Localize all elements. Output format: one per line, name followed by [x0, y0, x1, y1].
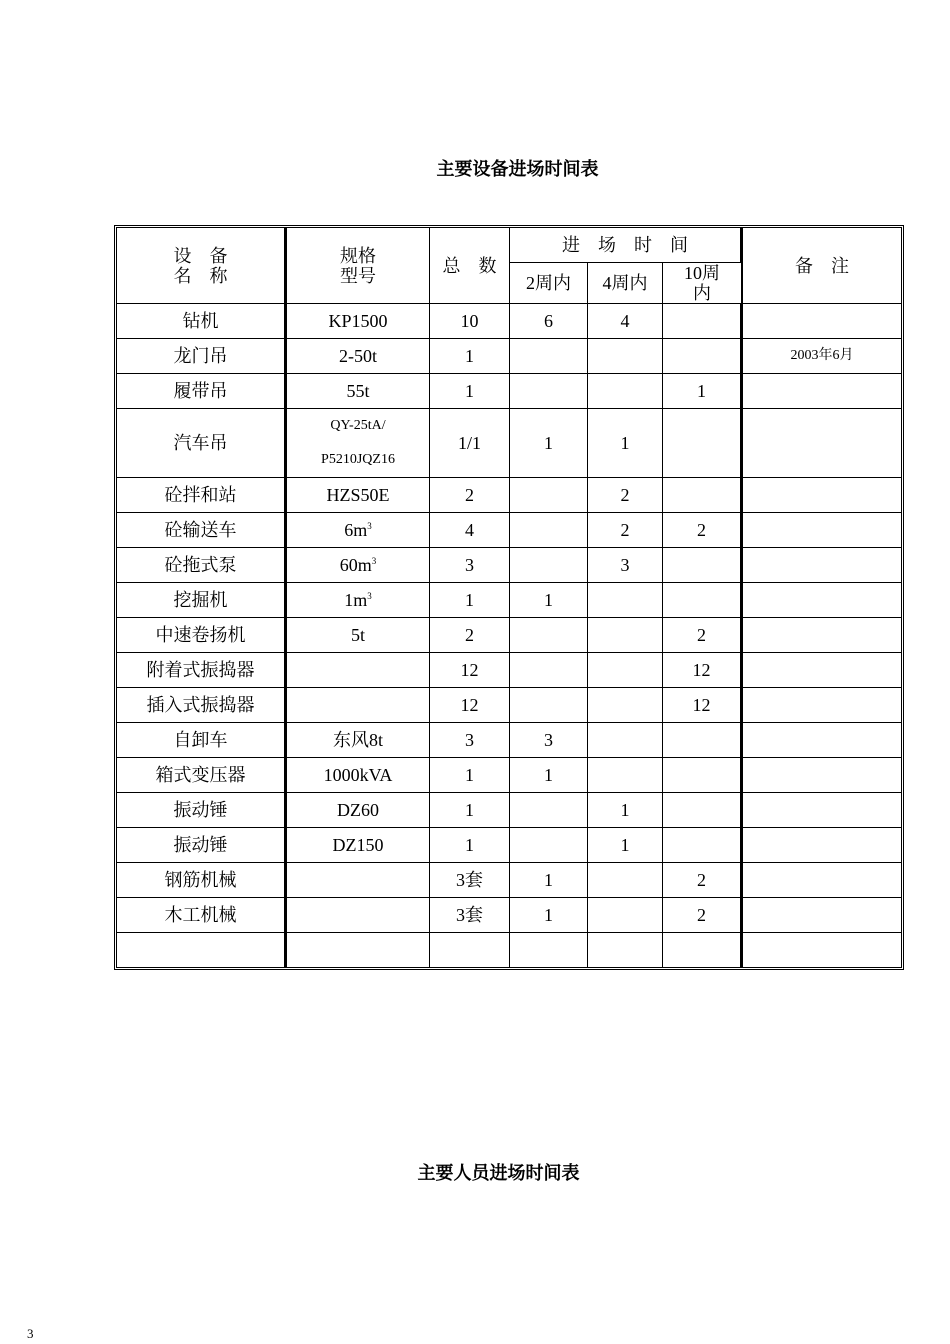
cell-name: 木工机械	[117, 898, 285, 933]
cell-w2	[510, 653, 588, 688]
cell-name: 钢筋机械	[117, 863, 285, 898]
cell-w2	[510, 374, 588, 409]
cell-total: 3	[430, 723, 510, 758]
cell-remark	[741, 618, 901, 653]
cell-name: 振动锤	[117, 793, 285, 828]
table-row	[117, 863, 901, 898]
cell-w10	[663, 339, 741, 374]
cell-spec	[285, 513, 430, 548]
cell-remark	[741, 898, 901, 933]
table-row	[117, 933, 901, 967]
cell-w10: 2	[663, 618, 741, 653]
cell-w4: 3	[588, 548, 663, 583]
cell-name: 汽车吊	[117, 409, 285, 478]
cell-spec	[285, 409, 430, 478]
cell-w2: 3	[510, 723, 588, 758]
cell-w4	[588, 374, 663, 409]
table-row	[117, 339, 901, 374]
table-row	[117, 548, 901, 583]
table-row	[117, 478, 901, 513]
cell-w10	[663, 793, 741, 828]
cell-w4	[588, 933, 663, 967]
cell-name: 龙门吊	[117, 339, 285, 374]
cell-spec	[285, 653, 430, 688]
cell-w2: 1	[510, 583, 588, 618]
cell-spec: HZS50E	[285, 478, 430, 513]
spec-superscript: 3	[367, 591, 372, 601]
header-10-weeks-line2: 内	[693, 283, 711, 303]
page-number: 3	[27, 1326, 34, 1341]
header-10-weeks-line1: 10周	[684, 263, 720, 283]
cell-w10	[663, 409, 741, 478]
header-spec-line1: 规格	[340, 245, 376, 266]
header-remark: 备 注	[741, 228, 901, 304]
cell-w4: 1	[588, 409, 663, 478]
cell-remark	[741, 583, 901, 618]
cell-total: 1	[430, 828, 510, 863]
cell-remark	[741, 758, 901, 793]
cell-name: 钻机	[117, 304, 285, 339]
cell-remark	[741, 933, 901, 967]
table-row	[117, 828, 901, 863]
cell-name: 箱式变压器	[117, 758, 285, 793]
spec-line1: QY-25tA/	[330, 418, 386, 433]
cell-w2	[510, 688, 588, 723]
cell-spec: 东风8t	[285, 723, 430, 758]
cell-spec	[285, 898, 430, 933]
header-10-weeks	[663, 263, 741, 304]
cell-w4: 1	[588, 828, 663, 863]
table-row	[117, 793, 901, 828]
cell-w10	[663, 723, 741, 758]
cell-total: 1	[430, 374, 510, 409]
cell-w2	[510, 793, 588, 828]
cell-total: 1	[430, 793, 510, 828]
cell-w4: 1	[588, 793, 663, 828]
cell-w4	[588, 653, 663, 688]
cell-remark	[741, 863, 901, 898]
table-row	[117, 758, 901, 793]
cell-w10	[663, 758, 741, 793]
table-row	[117, 513, 901, 548]
cell-name: 挖掘机	[117, 583, 285, 618]
spec-value: 1m	[344, 590, 368, 610]
cell-name: 附着式振捣器	[117, 653, 285, 688]
cell-w4	[588, 723, 663, 758]
cell-spec: 2-50t	[285, 339, 430, 374]
table-row	[117, 723, 901, 758]
cell-w10: 2	[663, 513, 741, 548]
table-row	[117, 688, 901, 723]
second-table-title: 主要人员进场时间表	[417, 1163, 580, 1183]
cell-total: 3	[430, 548, 510, 583]
cell-remark	[741, 723, 901, 758]
table-row	[117, 653, 901, 688]
cell-remark	[741, 513, 901, 548]
header-name-line1: 设 备	[173, 245, 228, 266]
cell-w2	[510, 478, 588, 513]
cell-w4	[588, 339, 663, 374]
cell-name: 自卸车	[117, 723, 285, 758]
cell-name: 砼拌和站	[117, 478, 285, 513]
header-2-weeks: 2周内	[510, 263, 588, 304]
spec-value: 6m	[344, 520, 368, 540]
cell-remark	[741, 304, 901, 339]
header-total: 总 数	[430, 228, 510, 304]
cell-remark	[741, 688, 901, 723]
header-name	[117, 228, 285, 304]
cell-w10: 2	[663, 863, 741, 898]
cell-total	[430, 933, 510, 967]
cell-w2: 6	[510, 304, 588, 339]
cell-w4	[588, 618, 663, 653]
spec-line2: P5210JQZ16	[321, 452, 395, 467]
cell-w2	[510, 339, 588, 374]
cell-w10: 12	[663, 688, 741, 723]
cell-name: 振动锤	[117, 828, 285, 863]
cell-name: 中速卷扬机	[117, 618, 285, 653]
cell-remark	[741, 828, 901, 863]
header-4-weeks: 4周内	[588, 263, 663, 304]
cell-w4: 2	[588, 513, 663, 548]
cell-w4	[588, 898, 663, 933]
cell-total: 2	[430, 618, 510, 653]
cell-spec	[285, 583, 430, 618]
header-name-line2: 名 称	[173, 265, 228, 286]
cell-name: 履带吊	[117, 374, 285, 409]
cell-remark	[741, 409, 901, 478]
cell-name: 砼拖式泵	[117, 548, 285, 583]
table-row	[117, 304, 901, 339]
cell-remark	[741, 653, 901, 688]
table-row	[117, 898, 901, 933]
header-spec-line2: 型号	[340, 265, 376, 286]
cell-w10	[663, 828, 741, 863]
cell-w4	[588, 758, 663, 793]
cell-total: 1	[430, 758, 510, 793]
cell-w4	[588, 688, 663, 723]
cell-spec: KP1500	[285, 304, 430, 339]
spec-superscript: 3	[371, 556, 377, 566]
cell-spec	[285, 863, 430, 898]
cell-total: 1	[430, 583, 510, 618]
table-row	[117, 583, 901, 618]
cell-w4	[588, 863, 663, 898]
cell-w10	[663, 478, 741, 513]
cell-remark	[741, 478, 901, 513]
cell-w2	[510, 548, 588, 583]
cell-spec	[285, 688, 430, 723]
cell-total: 4	[430, 513, 510, 548]
cell-w10	[663, 583, 741, 618]
cell-spec: 55t	[285, 374, 430, 409]
table-row	[117, 618, 901, 653]
cell-total: 12	[430, 653, 510, 688]
cell-name	[117, 933, 285, 967]
cell-w2	[510, 933, 588, 967]
cell-w10: 2	[663, 898, 741, 933]
cell-w2: 1	[510, 758, 588, 793]
cell-total: 3套	[430, 898, 510, 933]
cell-w10: 1	[663, 374, 741, 409]
cell-total: 3套	[430, 863, 510, 898]
cell-w10	[663, 933, 741, 967]
equipment-schedule-table	[114, 225, 904, 970]
cell-remark: 2003年6月	[741, 339, 901, 374]
cell-total: 1	[430, 339, 510, 374]
cell-spec: DZ60	[285, 793, 430, 828]
table-row	[117, 409, 901, 478]
cell-w4: 2	[588, 478, 663, 513]
table-row	[117, 374, 901, 409]
cell-w4: 4	[588, 304, 663, 339]
cell-total: 1/1	[430, 409, 510, 478]
cell-remark	[741, 548, 901, 583]
cell-name: 插入式振捣器	[117, 688, 285, 723]
cell-w4	[588, 583, 663, 618]
cell-remark	[741, 374, 901, 409]
cell-spec: DZ150	[285, 828, 430, 863]
cell-w10	[663, 548, 741, 583]
header-time-group: 进 场 时 间	[510, 228, 741, 263]
cell-w10	[663, 304, 741, 339]
cell-spec: 5t	[285, 618, 430, 653]
header-spec	[285, 228, 430, 304]
cell-w2	[510, 618, 588, 653]
spec-superscript: 3	[367, 521, 372, 531]
cell-w2	[510, 828, 588, 863]
spec-value: 60m	[339, 555, 372, 575]
cell-total: 10	[430, 304, 510, 339]
cell-remark	[741, 793, 901, 828]
cell-name: 砼输送车	[117, 513, 285, 548]
cell-total: 2	[430, 478, 510, 513]
cell-w2: 1	[510, 863, 588, 898]
cell-spec	[285, 548, 430, 583]
cell-spec: 1000kVA	[285, 758, 430, 793]
cell-w2: 1	[510, 409, 588, 478]
cell-spec	[285, 933, 430, 967]
cell-total: 12	[430, 688, 510, 723]
cell-w2	[510, 513, 588, 548]
cell-w2: 1	[510, 898, 588, 933]
table-title: 主要设备进场时间表	[436, 159, 599, 179]
cell-w10: 12	[663, 653, 741, 688]
